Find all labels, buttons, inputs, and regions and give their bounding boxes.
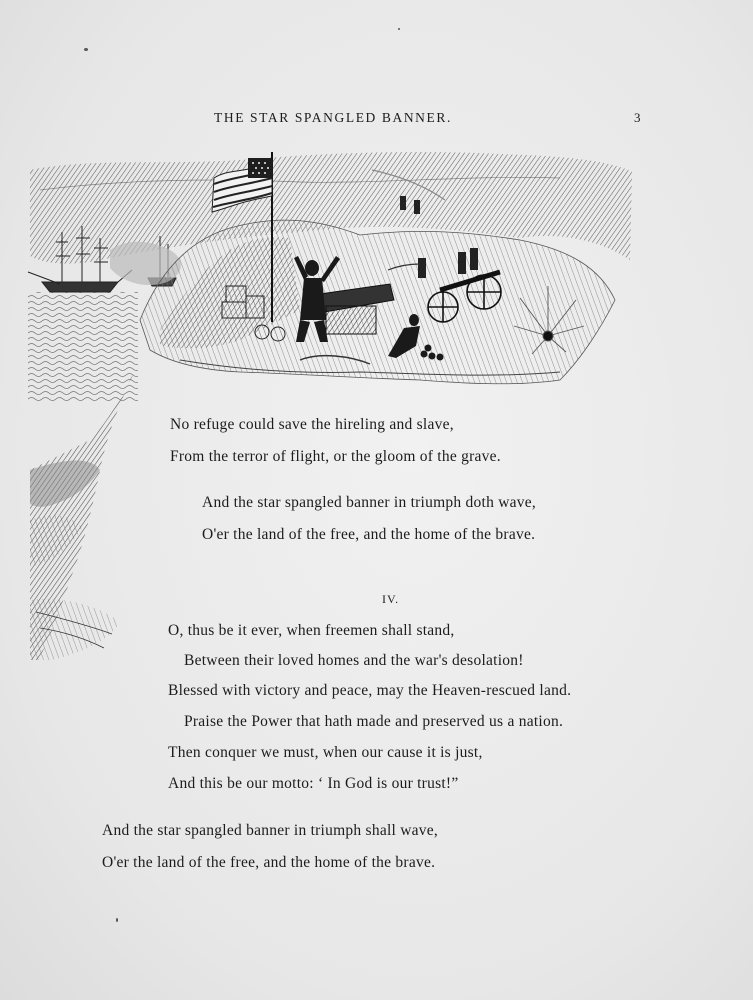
running-head: THE STAR SPANGLED BANNER. [214,110,452,125]
verse-line: And this be our motto: ‘ In God is our trust!” [168,775,459,792]
verse-line: Between their loved homes and the war's desolation! [184,652,524,669]
verse-line: O, thus be it ever, when freemen shall stand, [168,622,455,639]
verse-line: Blessed with victory and peace, may the Heaven-rescued land. [168,682,572,699]
sea [28,292,138,402]
stanza-number: IV. [382,592,400,606]
chorus-line: O'er the land of the free, and the home of the brave. [102,854,436,871]
chorus-line: O'er the land of the free, and the home of the brave. [202,526,536,543]
verse-line: Praise the Power that hath made and preserved us a nation. [184,713,564,730]
verse-line: Then conquer we must, when our cause it is just, [168,744,483,761]
page-number: 3 [634,110,641,125]
chorus-line: And the star spangled banner in triumph shall wave, [102,822,439,839]
paper-speck [116,918,118,922]
verse-line: No refuge could save the hireling and slave, [170,416,454,433]
paper-speck [84,48,88,51]
verse-line: From the terror of flight, or the gloom of the grave. [170,448,501,465]
chorus-line: And the star spangled banner in triumph doth wave, [202,494,537,511]
paper-speck [398,28,400,30]
